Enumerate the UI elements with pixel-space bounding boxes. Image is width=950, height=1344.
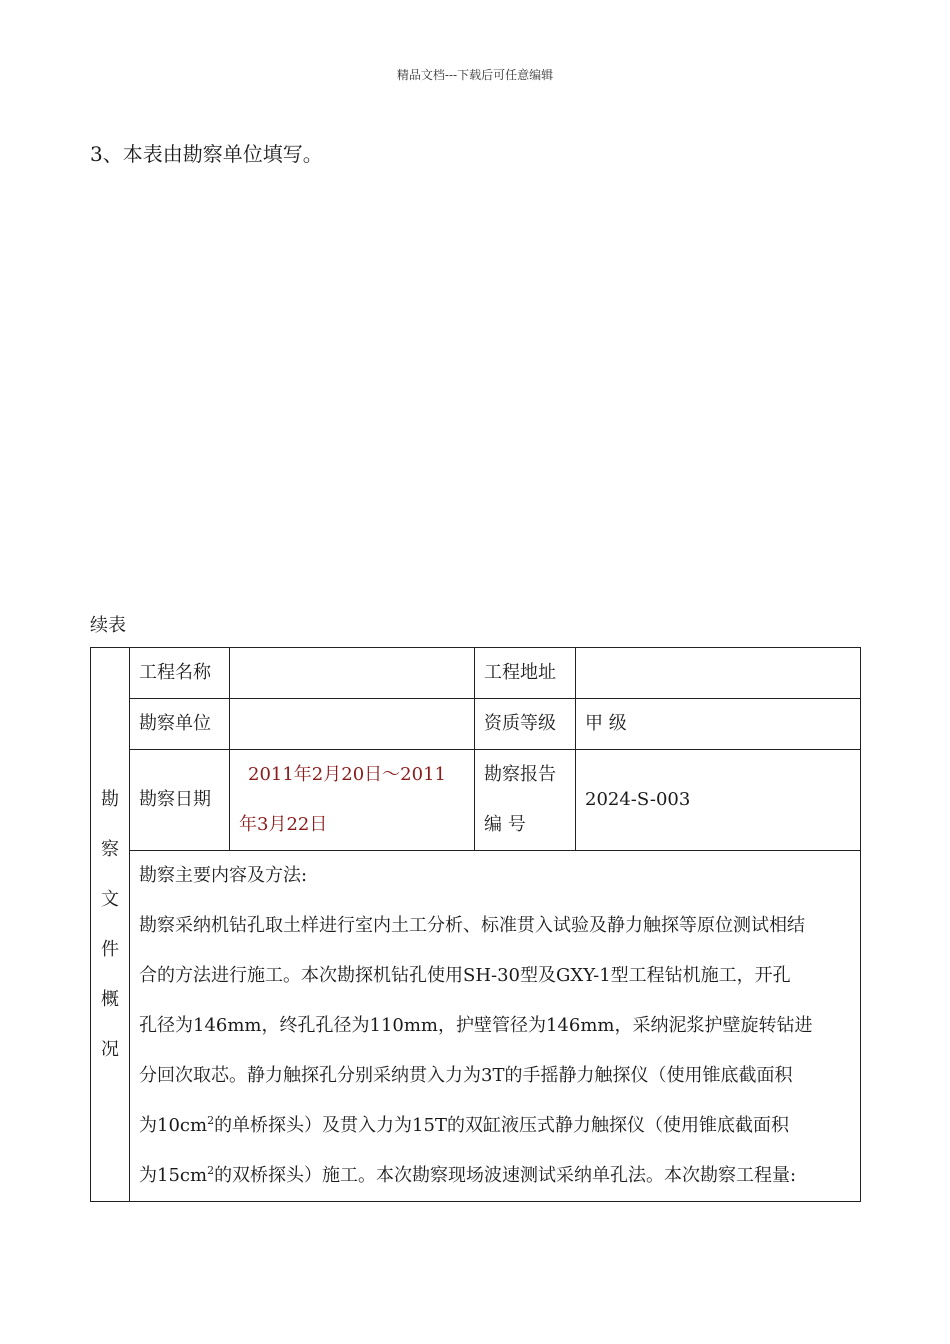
content-line: 为$10cm^2$的单桥探头）及贯入力为15T的双缸液压式静力触探仪（使用锥底截面积 xyxy=(139,1114,789,1136)
survey-date-label: 勘察日期 xyxy=(130,750,230,851)
qualification-label: 资质等级 xyxy=(475,699,576,750)
content-line: 合的方法进行施工。本次勘探机钻孔使用SH-30型及GXY-1型工程钻机施工，开孔 xyxy=(139,965,791,986)
survey-content xyxy=(130,851,861,1202)
note-text: 3、本表由勘察单位填写。 xyxy=(90,142,323,166)
report-number-value: 2024-S-003 xyxy=(576,750,861,851)
content-line: 勘察采纳机钻孔取土样进行室内土工分析、标准贯入试验及静力触探等原位测试相结 xyxy=(139,915,805,936)
table-caption: 续表 xyxy=(90,615,126,636)
content-heading: 勘察主要内容及方法: xyxy=(139,865,308,886)
project-name-value xyxy=(230,648,475,699)
project-address-label: 工程地址 xyxy=(475,648,576,699)
report-number-label: 勘察报告 编 号 xyxy=(475,750,576,851)
project-address-value xyxy=(576,648,861,699)
project-name-label: 工程名称 xyxy=(130,648,230,699)
content-line: 为$15cm^2$的双桥探头）施工。本次勘察现场波速测试采纳单孔法。本次勘察工程量: xyxy=(139,1164,797,1186)
qualification-value: 甲 级 xyxy=(576,699,861,750)
survey-table xyxy=(90,647,861,1202)
survey-unit-value xyxy=(230,699,475,750)
content-line: 孔径为146mm，终孔孔径为110mm，护壁管径为146mm，采纳泥浆护壁旋转钻进 xyxy=(139,1015,813,1036)
survey-date-value: 2011年2月20日～2011 年3月22日 xyxy=(230,750,475,851)
side-label: 勘 察 文 件 概 况 xyxy=(91,648,130,1202)
survey-unit-label: 勘察单位 xyxy=(130,699,230,750)
page-header: 精品文档---下载后可任意编辑 xyxy=(396,68,554,82)
content-line: 分回次取芯。静力触探孔分别采纳贯入力为3T的手摇静力触探仪（使用锥底截面积 xyxy=(139,1065,793,1086)
